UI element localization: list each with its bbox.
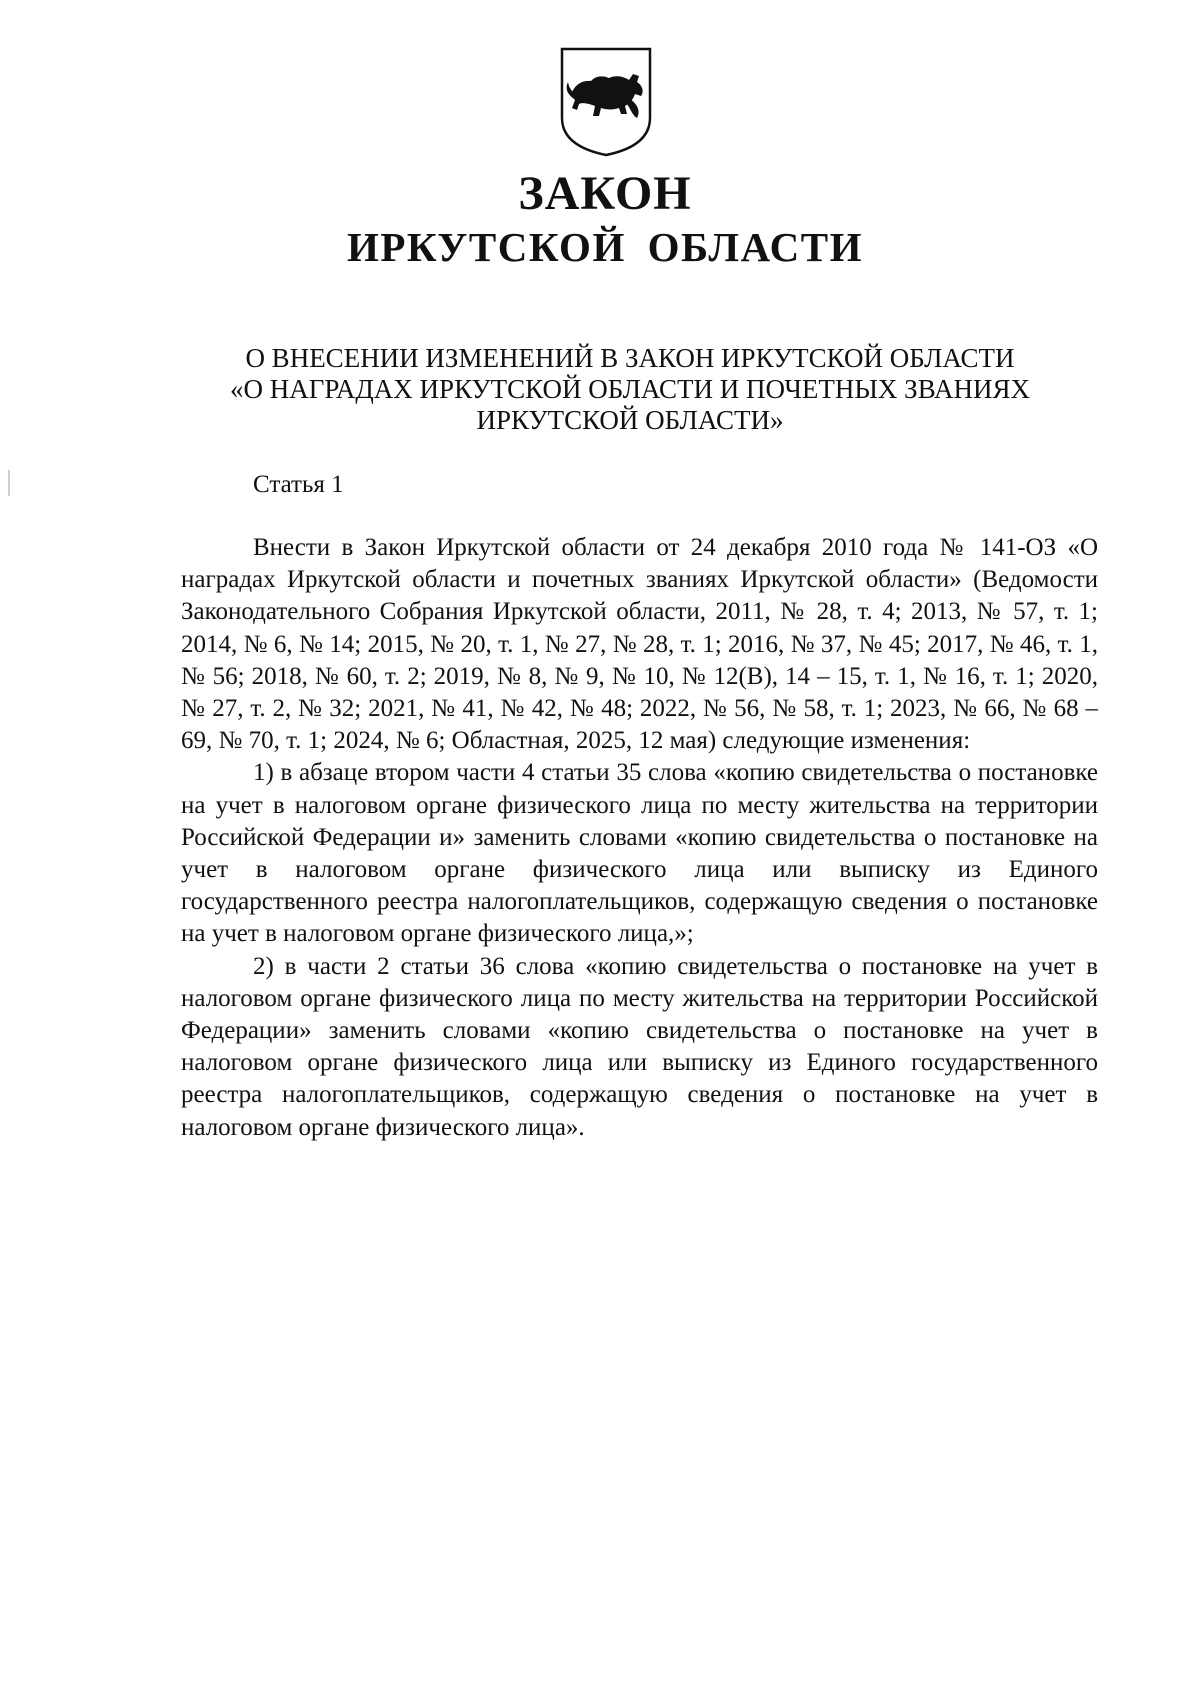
article-paragraph: Внести в Закон Иркутской области от 24 декабря 2010 года № 141-ОЗ «О наградах Иркутской области и почетных званиях Иркутской области» (Ведомости Законодательного Собрания Иркутской области, 2011, № 28, т. 4; 2013, № 57, т. 1; 2014, № 6, № 14; 2015, № 20, т. 1, № 27, № 28, т. 1; 2016, № 37, № 45; 2017, № 46, т. 1, № 56; 2018, № 60, т. 2; 2019, № 8, № 9, № 10, № 12(В), 14 – 15, т. 1, № 16, т. 1; 2020, № 27, т. 2, № 32; 2021, № 41, № 42, № 48; 2022, № 56, № 58, т. 1; 2023, № 66, № 68 – 69, № 70, т. 1; 2024, № 6; Областная, 2025, 12 мая) следующие изменения: <box>181 534 1098 755</box>
article-label: Статья 1 <box>253 471 344 498</box>
article-body <box>181 532 1098 1144</box>
irkutsk-coat-of-arms-icon <box>559 46 653 158</box>
law-heading-line: О ВНЕСЕНИИ ИЗМЕНЕНИЙ В ЗАКОН ИРКУТСКОЙ ОБЛАСТИ <box>245 343 1015 373</box>
document-title: ЗАКОН <box>518 167 692 220</box>
scan-speck <box>8 470 10 496</box>
article-paragraph: 2) в части 2 статьи 36 слова «копию свидетельства о постановке на учет в налоговом органе физического лица по месту жительства на территории Российской Федерации» заменить словами «копию свидетельства о постановке на учет в налоговом органе физического лица или выписку из Единого государственного реестра налогоплательщиков, содержащую сведения о постановке на учет в налоговом органе физического лица». <box>181 952 1098 1141</box>
law-heading-line: ИРКУТСКОЙ ОБЛАСТИ» <box>476 405 784 435</box>
law-heading <box>200 343 1060 436</box>
law-heading-line: «О НАГРАДАХ ИРКУТСКОЙ ОБЛАСТИ И ПОЧЕТНЫХ ЗВАНИЯХ <box>229 374 1031 404</box>
article-paragraph: 1) в абзаце втором части 4 статьи 35 слова «копию свидетельства о постановке на учет в налоговом органе физического лица по месту жительства на территории Российской Федерации и» заменить словами «копию свидетельства о постановке на учет в налоговом органе физического лица или выписку из Единого государственного реестра налогоплательщиков, содержащую сведения о постановке на учет в налоговом органе физического лица,»; <box>181 759 1098 948</box>
document-subtitle: ИРКУТСКОЙ ОБЛАСТИ <box>346 224 864 270</box>
